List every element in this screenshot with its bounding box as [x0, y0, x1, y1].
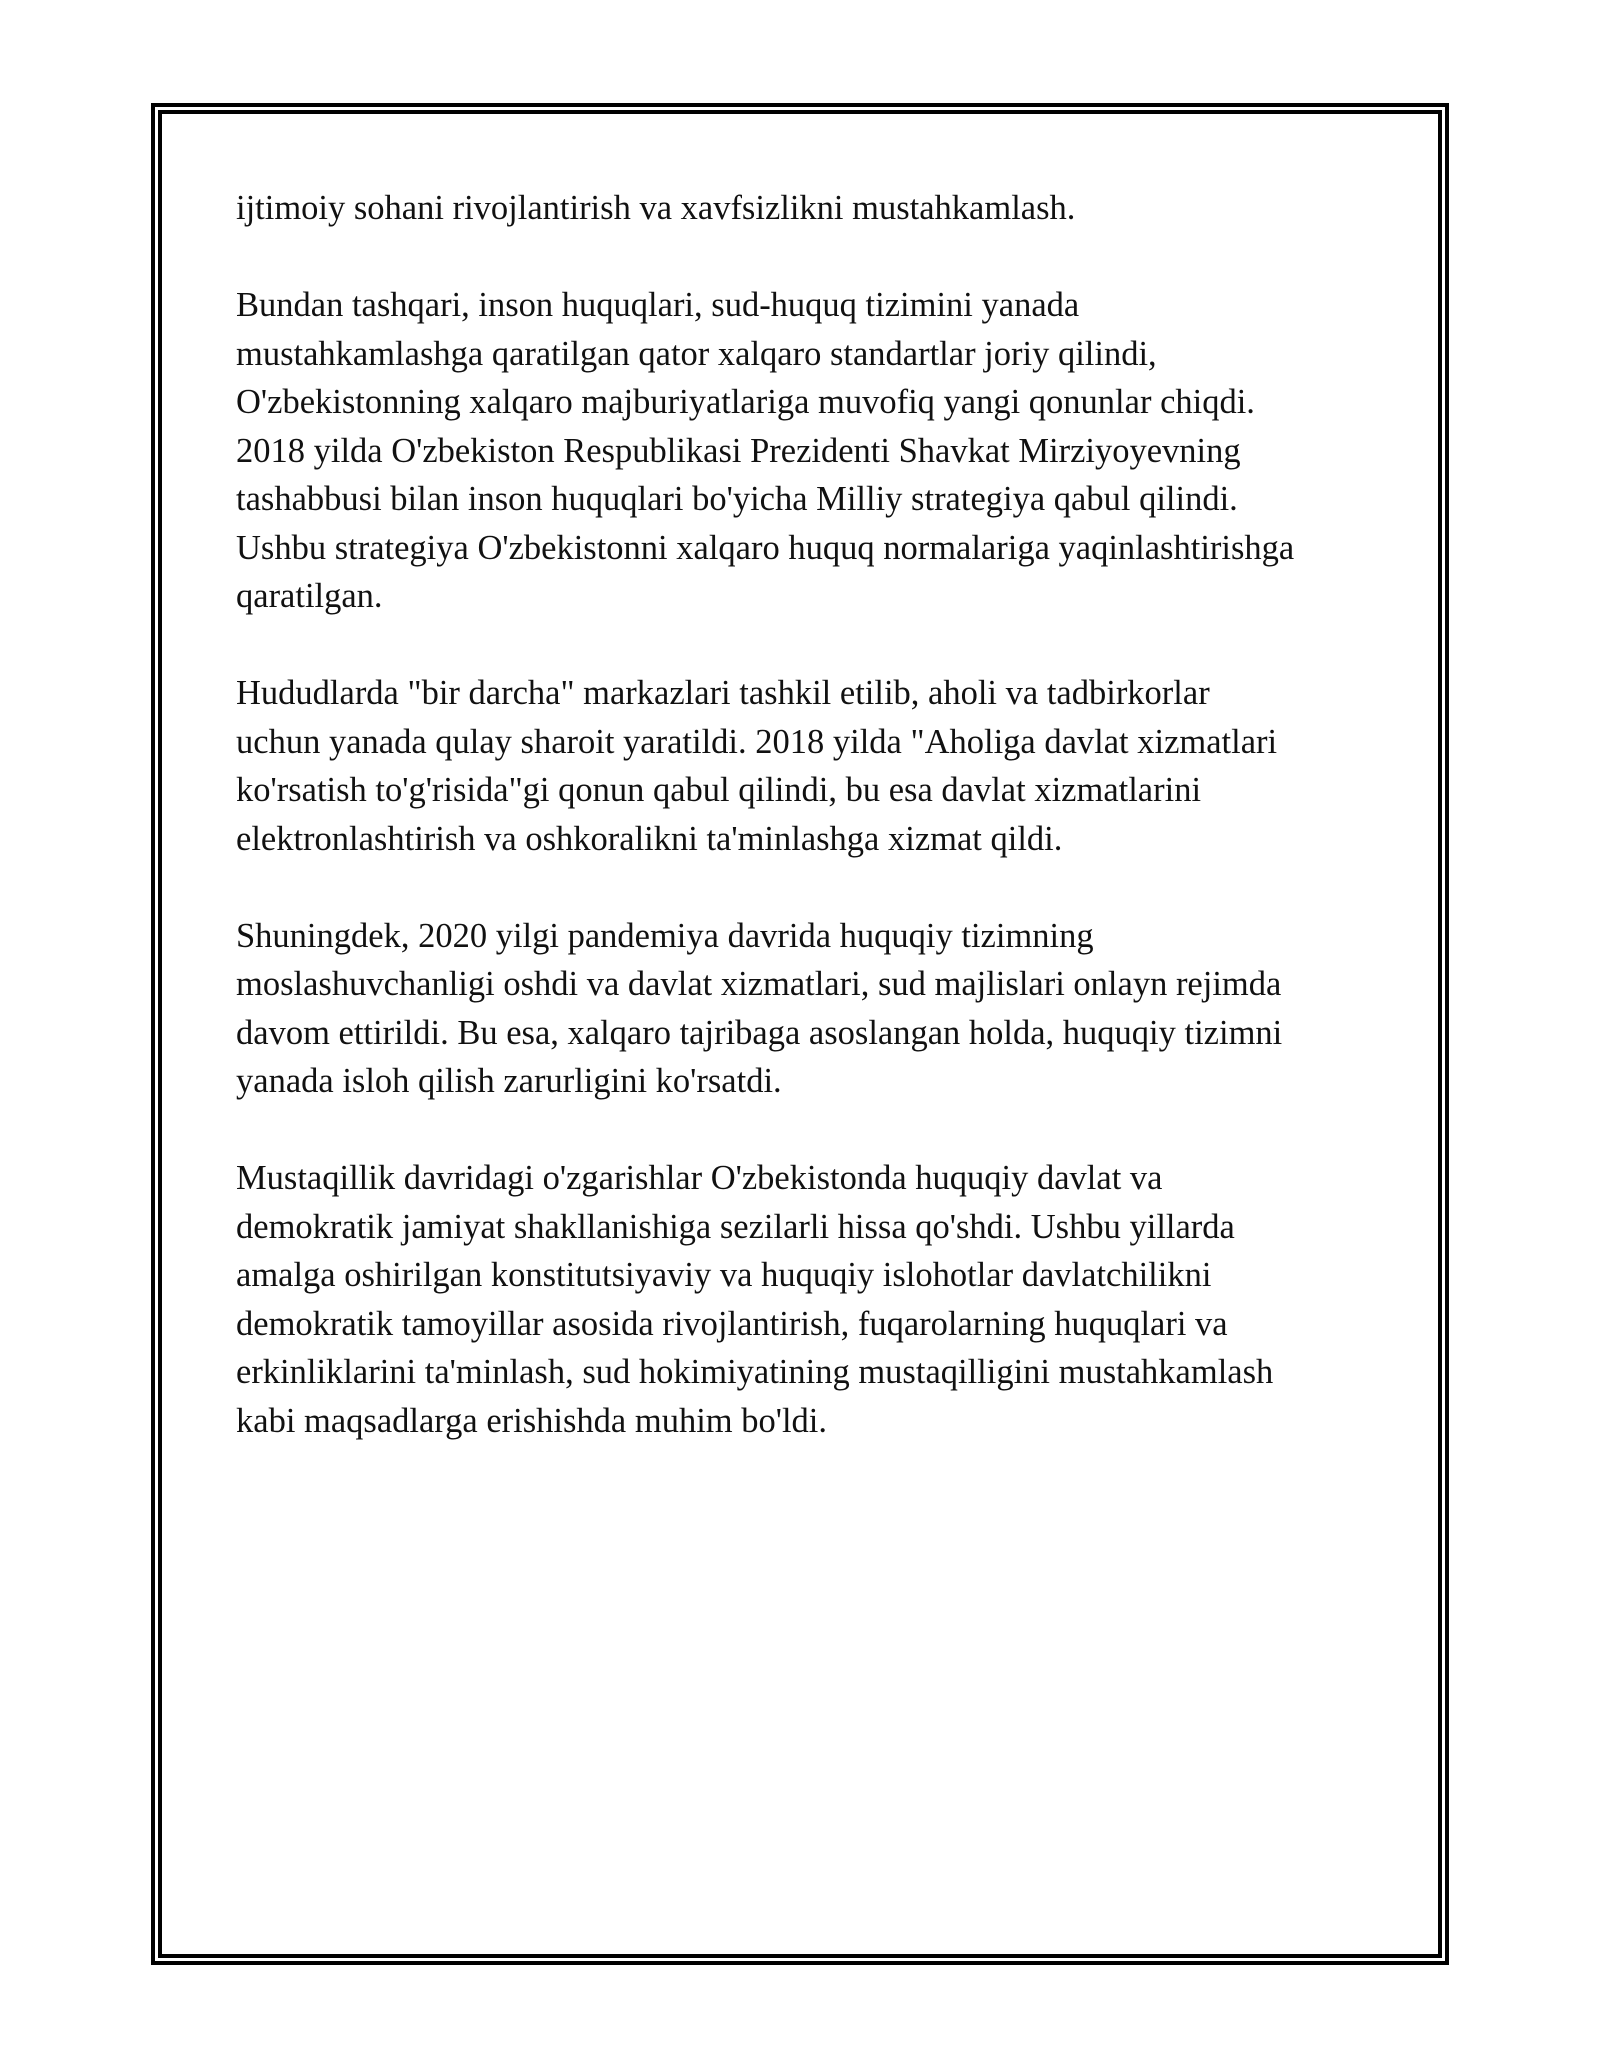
text-line: ko'rsatish to'g'risida"gi qonun qabul qilindi, bu esa davlat xizmatlarini	[236, 771, 1202, 809]
text-line: Ushbu strategiya O'zbekistonni xalqaro huquq normalariga yaqinlashtirishga	[236, 528, 1295, 567]
paragraph-1	[236, 184, 1376, 233]
text-line: kabi maqsadlarga erishishda muhim bo'ldi.	[236, 1401, 828, 1440]
text-line: tashabbusi bilan inson huquqlari bo'yicha Milliy strategiya qabul qilindi.	[236, 480, 1238, 518]
text-line: Bundan tashqari, inson huquqlari, sud-huquq tizimini yanada	[236, 286, 1080, 324]
paragraph-4	[236, 912, 1376, 1106]
text-line: 2018 yilda O'zbekiston Respublikasi Prezidenti Shavkat Mirziyoyevning	[236, 431, 1241, 470]
text-line: elektronlashtirish va oshkoralikni ta'minlashga xizmat qildi.	[236, 819, 1063, 858]
text-line: qaratilgan.	[236, 577, 383, 615]
text-line: Mustaqillik davridagi o'zgarishlar O'zbekistonda huquqiy davlat va	[236, 1159, 1163, 1197]
text-line: demokratik jamiyat shakllanishiga sezilarli hissa qo'shdi. Ushbu yillarda	[236, 1207, 1235, 1246]
text-line: ijtimoiy sohani rivojlantirish va xavfsizlikni mustahkamlash.	[236, 189, 1076, 227]
text-line: O'zbekistonning xalqaro majburiyatlariga muvofiq yangi qonunlar chiqdi.	[236, 383, 1255, 421]
text-line: moslashuvchanligi oshdi va davlat xizmatlari, sud majlislari onlayn rejimda	[236, 965, 1282, 1003]
text-line: Hududlarda "bir darcha" markazlari tashkil etilib, aholi va tadbirkorlar	[236, 674, 1210, 712]
document-body	[236, 184, 1376, 1494]
text-line: mustahkamlashga qaratilgan qator xalqaro standartlar joriy qilindi,	[236, 334, 1157, 373]
paragraph-2	[236, 281, 1376, 621]
text-line: davom ettirildi. Bu esa, xalqaro tajribaga asoslangan holda, huquqiy tizimni	[236, 1013, 1283, 1052]
text-line: erkinliklarini ta'minlash, sud hokimiyatining mustaqilligini mustahkamlash	[236, 1353, 1274, 1391]
text-line: demokratik tamoyillar asosida rivojlantirish, fuqarolarning huquqlari va	[236, 1304, 1228, 1343]
text-line: amalga oshirilgan konstitutsiyaviy va huquqiy islohotlar davlatchilikni	[236, 1256, 1212, 1294]
paragraph-5	[236, 1154, 1376, 1445]
text-line: yanada isloh qilish zarurligini ko'rsatdi.	[236, 1062, 782, 1100]
text-line: uchun yanada qulay sharoit yaratildi. 2018 yilda "Aholiga davlat xizmatlari	[236, 722, 1278, 761]
text-line: Shuningdek, 2020 yilgi pandemiya davrida huquqiy tizimning	[236, 916, 1094, 955]
paragraph-3	[236, 669, 1376, 863]
